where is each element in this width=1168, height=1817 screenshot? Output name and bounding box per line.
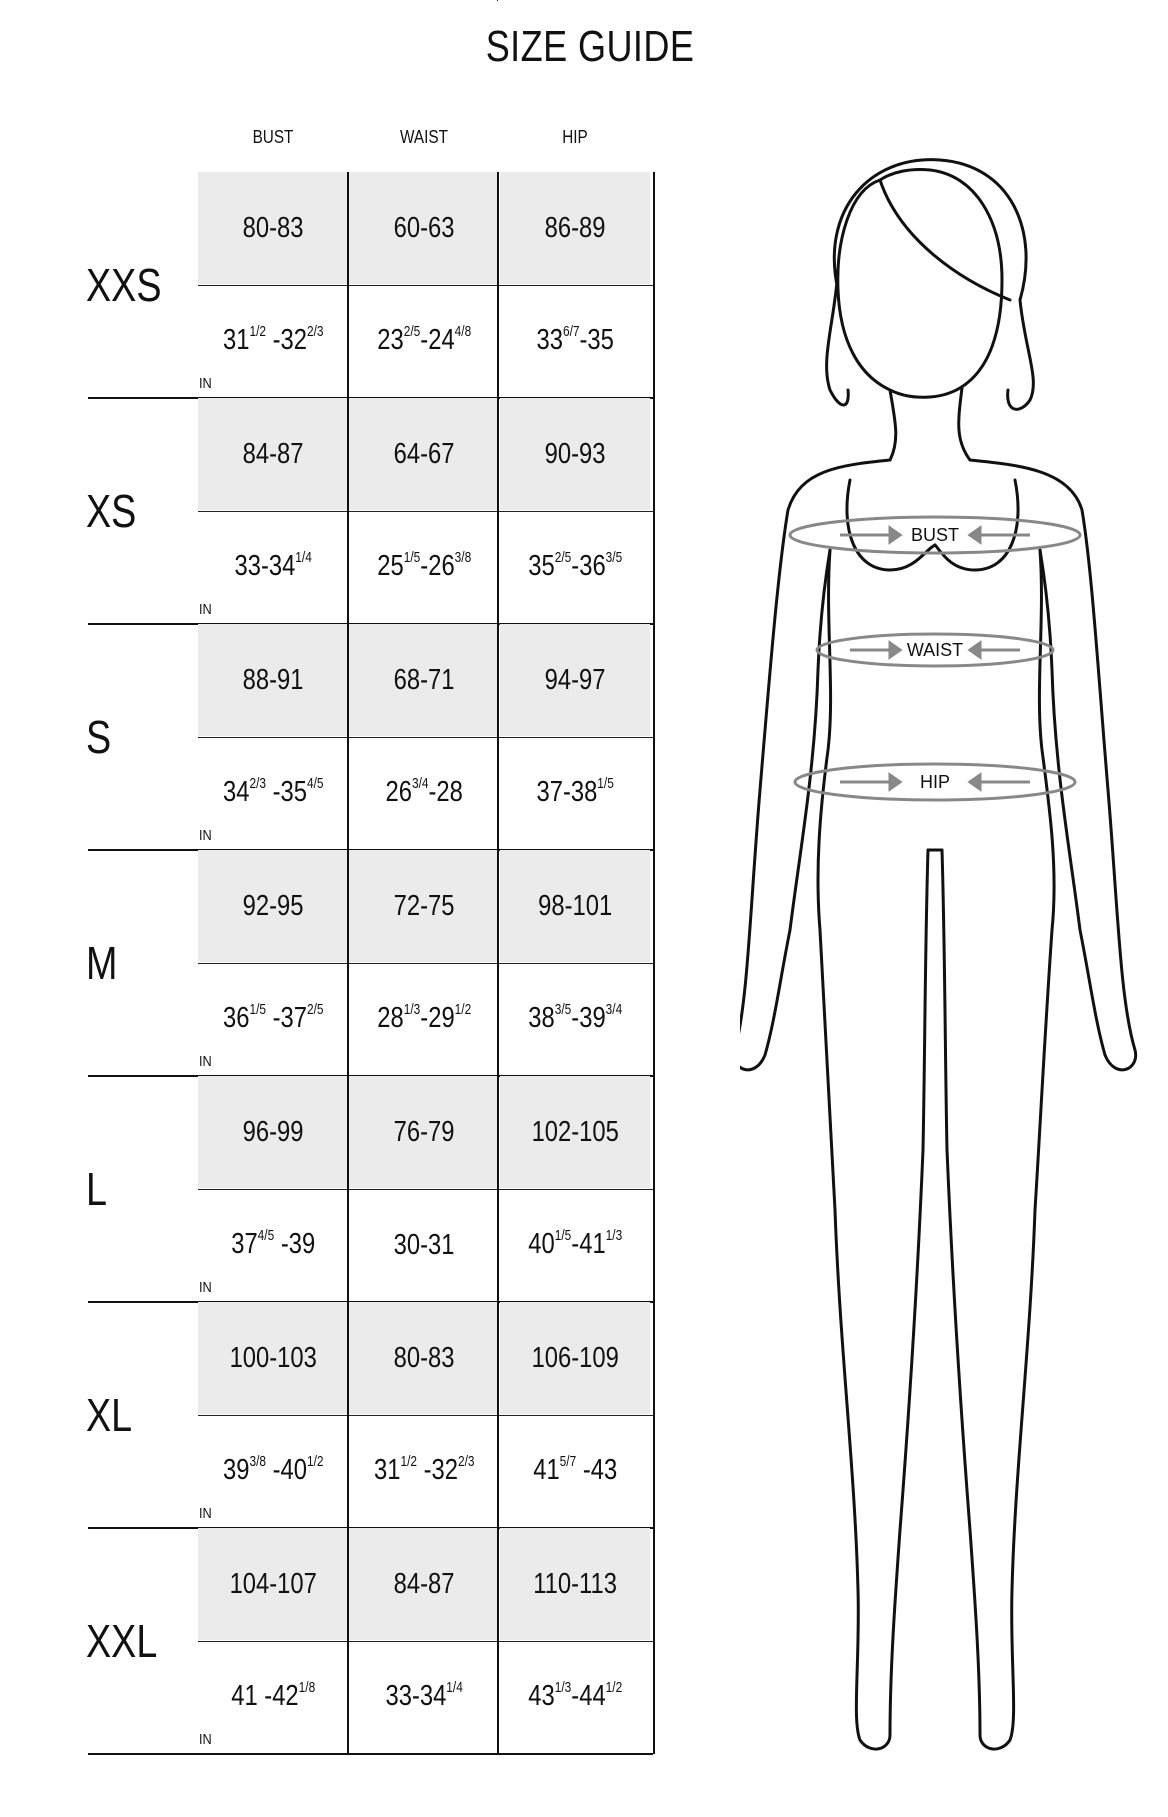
cell-cm: 94-97	[500, 624, 650, 736]
row-divider	[198, 285, 653, 286]
unit-label-in: IN	[199, 1731, 212, 1748]
size-label: M	[86, 937, 118, 989]
cell-in: $26^{3/4}-28$	[385, 776, 463, 809]
unit-label-in: IN	[199, 1053, 212, 1070]
cell-cm: 84-87	[349, 1528, 499, 1640]
hair-outline	[834, 160, 1026, 300]
row-divider	[198, 1189, 653, 1190]
cell-in: $31^{1/2}$ $-32^{2/3}$	[222, 324, 324, 357]
row-divider	[198, 737, 653, 738]
cell-cm: 102-105	[500, 1076, 650, 1188]
row-divider	[198, 1641, 653, 1642]
cell-in: $33^{6/7}-35$	[536, 324, 614, 357]
cell-in: $40^{1/5}-41^{1/3}$	[528, 1228, 622, 1261]
column-divider	[347, 172, 349, 1754]
unit-label-in: IN	[199, 1505, 212, 1522]
row-divider	[198, 963, 653, 964]
cell-in: $28^{1/3}-29^{1/2}$	[377, 1002, 471, 1035]
cell-cm: 96-99	[198, 1076, 348, 1188]
size-label: S	[86, 711, 112, 763]
size-label: XXS	[86, 259, 162, 311]
cell-cm: 72-75	[349, 850, 499, 962]
cell-cm: 68-71	[349, 624, 499, 736]
page-title: SIZE GUIDE	[485, 22, 695, 71]
cell-cm: 80-83	[349, 1302, 499, 1414]
cell-cm: 80-83	[198, 172, 348, 284]
cell-cm: 100-103	[198, 1302, 348, 1414]
cell-in: 30-31	[393, 1228, 455, 1261]
cell-cm: 92-95	[198, 850, 348, 962]
unit-label-in: IN	[199, 375, 212, 392]
cell-cm: 76-79	[349, 1076, 499, 1188]
size-label: XXL	[86, 1615, 158, 1667]
body-measurement-figure	[740, 150, 1160, 1770]
hip-label: HIP	[919, 772, 951, 792]
cell-in: $33-34^{1/4}$	[234, 550, 312, 583]
column-header-hip: HIP	[562, 127, 588, 147]
cell-cm: 84-87	[198, 398, 348, 510]
cell-in: $34^{2/3}$ $-35^{4/5}$	[222, 776, 324, 809]
cell-in: $43^{1/3}-44^{1/2}$	[528, 1680, 622, 1713]
left-leg-outline	[835, 850, 928, 1749]
bust-label: BUST	[910, 525, 960, 545]
cell-cm: 90-93	[500, 398, 650, 510]
cell-cm: 98-101	[500, 850, 650, 962]
cell-in: $37-38^{1/5}$	[536, 776, 614, 809]
cell-cm: 88-91	[198, 624, 348, 736]
row-divider	[198, 1415, 653, 1416]
unit-label-in: IN	[199, 601, 212, 618]
cell-cm: 60-63	[349, 172, 499, 284]
cell-in: $37^{4/5}$ -39	[230, 1228, 315, 1261]
right-leg-outline	[942, 850, 1035, 1749]
waist-label: WAIST	[906, 640, 964, 660]
cell-cm: 110-113	[500, 1528, 650, 1640]
cell-cm: 106-109	[500, 1302, 650, 1414]
cell-in: $23^{2/5}-24^{4/8}$	[377, 324, 471, 357]
column-header-bust: BUST	[252, 127, 294, 147]
cell-in: $25^{1/5}-26^{3/8}$	[377, 550, 471, 583]
cell-cm: 104-107	[198, 1528, 348, 1640]
cell-in: $33-34^{1/4}$	[385, 1680, 463, 1713]
cell-cm: 64-67	[349, 398, 499, 510]
size-label: L	[86, 1163, 107, 1215]
unit-label-in: IN	[199, 1279, 212, 1296]
size-divider	[88, 1753, 653, 1755]
cell-in: $41^{5/7}$ -43	[532, 1454, 617, 1487]
size-label: XL	[86, 1389, 133, 1441]
column-divider	[497, 172, 499, 1754]
cell-in: $35^{2/5}-36^{3/5}$	[528, 550, 622, 583]
column-divider	[653, 172, 655, 1754]
cell-in: $36^{1/5}$ $-37^{2/5}$	[222, 1002, 324, 1035]
row-divider	[198, 511, 653, 512]
cell-cm: 86-89	[500, 172, 650, 284]
size-label: XS	[86, 485, 137, 537]
cell-in: 41 $-42^{1/8}$	[231, 1680, 315, 1713]
unit-label-in: IN	[199, 827, 212, 844]
torso-left-outline	[818, 550, 835, 1210]
cell-in: $39^{3/8}$ $-40^{1/2}$	[222, 1454, 324, 1487]
cell-in: $38^{3/5}-39^{3/4}$	[528, 1002, 622, 1035]
cell-in: $31^{1/2}$ $-32^{2/3}$	[373, 1454, 475, 1487]
column-header-waist: WAIST	[400, 127, 448, 147]
